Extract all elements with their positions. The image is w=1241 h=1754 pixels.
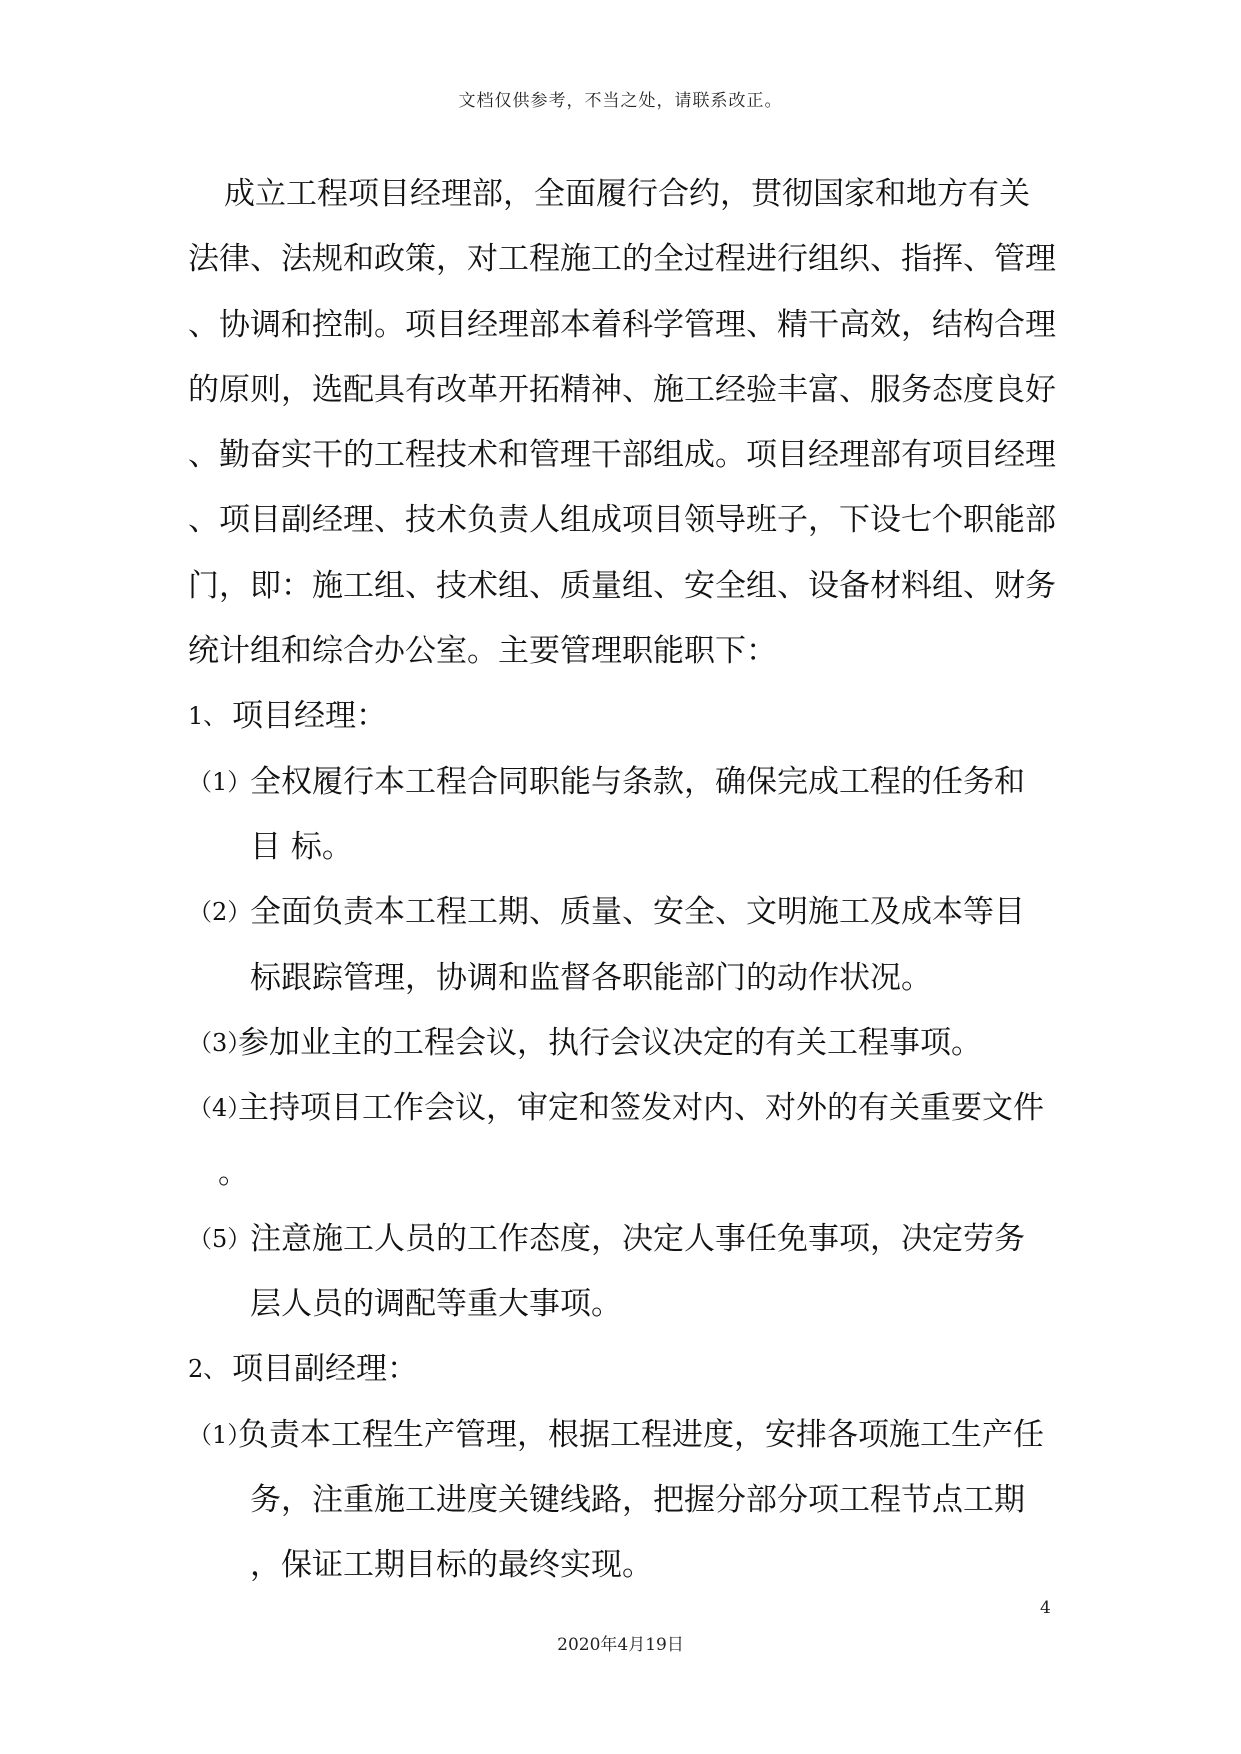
line-text: 统计组和综合办公室。主要管理职能职下：	[188, 633, 777, 670]
paragraph-line	[188, 619, 1056, 684]
list-item	[188, 750, 1056, 815]
list-item	[188, 1011, 1056, 1076]
item-text: 参加业主的工程会议，执行会议决定的有关工程事项。	[238, 1024, 982, 1061]
section-number: 1、	[188, 702, 228, 731]
section-number: 2、	[188, 1355, 228, 1384]
item-text: 注意施工人员的工作态度，决定人事任免事项，决定劳务	[250, 1220, 1025, 1257]
item-text: 负责本工程生产管理，根据工程进度，安排各项施工生产任	[238, 1416, 1044, 1453]
item-text: 。	[218, 1155, 249, 1192]
paragraph-line	[188, 554, 1056, 619]
list-item	[188, 1403, 1056, 1468]
line-text: 法律、法规和政策，对工程施工的全过程进行组织、指挥、管理	[188, 241, 1056, 278]
item-text: 目 标。	[250, 828, 353, 865]
list-item	[188, 880, 1056, 945]
list-item-continuation	[188, 946, 1056, 1011]
paragraph-line	[188, 293, 1056, 358]
list-item-continuation	[188, 1533, 1056, 1598]
item-number: （3）	[188, 1028, 252, 1057]
item-number: （1）	[188, 1420, 252, 1449]
item-text: 主持项目工作会议，审定和签发对内、对外的有关重要文件	[238, 1090, 1044, 1127]
paragraph-line	[188, 358, 1056, 423]
line-text: 、勤奋实干的工程技术和管理干部组成。项目经理部有项目经理	[188, 437, 1056, 474]
page-number: 4	[1040, 1598, 1051, 1618]
line-text: 、协调和控制。项目经理部本着科学管理、精干高效，结构合理	[188, 306, 1056, 343]
document-body	[188, 162, 1056, 1599]
list-item	[188, 1207, 1056, 1272]
item-number: （1）	[188, 767, 252, 796]
list-item-continuation	[188, 1468, 1056, 1533]
line-text: 、项目副经理、技术负责人组成项目领导班子，下设七个职能部	[188, 502, 1056, 539]
list-item-continuation	[188, 1272, 1056, 1337]
item-number: （4）	[188, 1094, 252, 1123]
list-item-continuation	[188, 1141, 1056, 1206]
line-text: 门，即：施工组、技术组、质量组、安全组、设备材料组、财务	[188, 567, 1056, 604]
page-header-note: 文档仅供参考，不当之处，请联系改正。	[458, 91, 783, 111]
section-heading	[188, 684, 1056, 749]
paragraph-line	[188, 488, 1056, 553]
line-text: 成立工程项目经理部，全面履行合约，贯彻国家和地方有关	[224, 176, 1030, 212]
item-text: 务，注重施工进度关键线路，把握分部分项工程节点工期	[250, 1481, 1025, 1518]
section-title: 项目经理：	[232, 698, 387, 735]
section-title: 项目副经理：	[232, 1351, 418, 1388]
list-item	[188, 1076, 1056, 1141]
item-text: 层人员的调配等重大事项。	[250, 1286, 622, 1323]
item-text: 标跟踪管理，协调和监督各职能部门的动作状况。	[250, 959, 932, 996]
paragraph-line	[188, 162, 1056, 227]
item-text: 全面负责本工程工期、质量、安全、文明施工及成本等目	[250, 894, 1025, 931]
list-item-continuation	[188, 815, 1056, 880]
section-heading	[188, 1337, 1056, 1402]
paragraph-line	[188, 423, 1056, 488]
item-text: ，保证工期目标的最终实现。	[250, 1547, 653, 1584]
paragraph-line	[188, 227, 1056, 292]
item-number: （5）	[188, 1224, 252, 1253]
page-footer-date: 2020年4月19日	[557, 1635, 684, 1655]
item-text: 全权履行本工程合同职能与条款，确保完成工程的任务和	[250, 763, 1025, 800]
item-number: （2）	[188, 898, 252, 927]
line-text: 的原则，选配具有改革开拓精神、施工经验丰富、服务态度良好	[188, 371, 1056, 408]
